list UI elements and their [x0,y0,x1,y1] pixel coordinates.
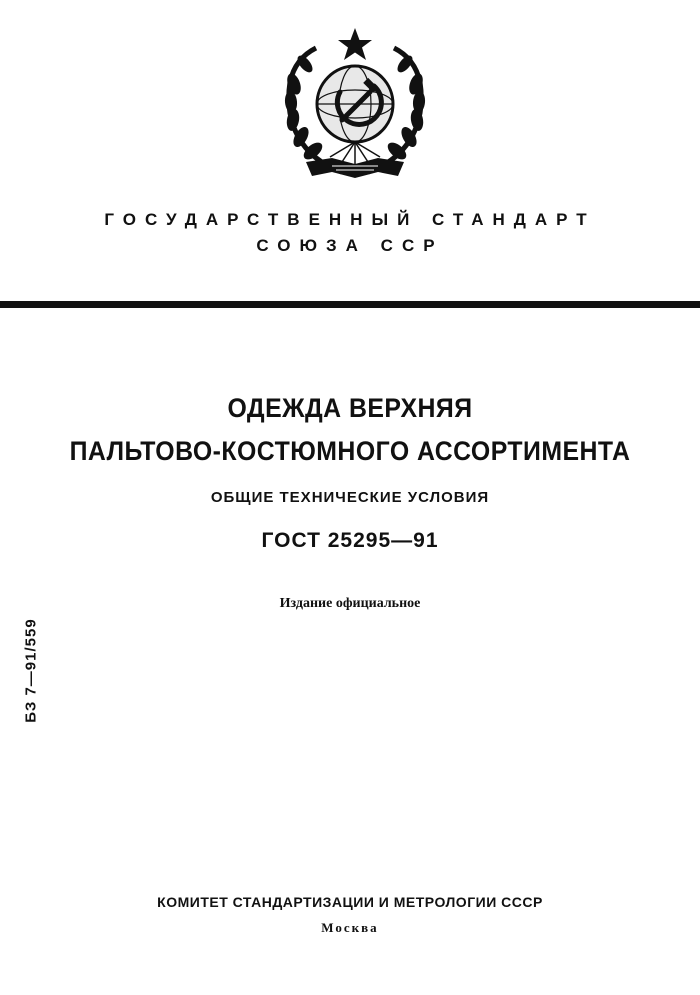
header-line-1: ГОСУДАРСТВЕННЫЙ СТАНДАРТ [104,210,596,229]
state-emblem-icon [270,22,440,192]
publisher-committee: КОМИТЕТ СТАНДАРТИЗАЦИИ И МЕТРОЛОГИИ СССР [157,894,543,910]
publisher-city: Москва [321,920,379,935]
document-title-line-1: ОДЕЖДА ВЕРХНЯЯ [227,393,473,423]
header-line-2: СОЮЗА ССР [256,236,444,255]
document-subtitle: ОБЩИЕ ТЕХНИЧЕСКИЕ УСЛОВИЯ [210,489,490,506]
document-title-line-2: ПАЛЬТОВО-КОСТЮМНОГО АССОРТИМЕНТА [69,436,631,466]
side-code-text: БЗ 7—91/559 [22,617,40,723]
edition-note: Издание официальное [279,596,421,611]
standard-number: ГОСТ 25295—91 [261,529,439,552]
side-code [20,600,42,740]
horizontal-rule [0,301,700,308]
